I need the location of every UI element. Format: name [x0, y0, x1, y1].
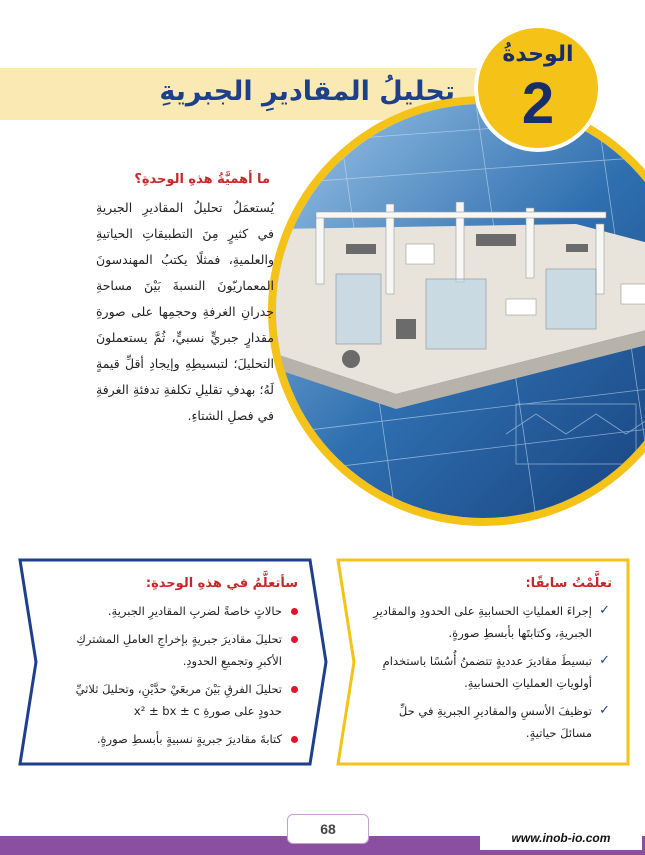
- unit-title: تحليلُ المقاديرِ الجبريةِ: [159, 76, 455, 107]
- importance-heading: ما أهميَّةُ هذهِ الوحدةِ؟: [134, 172, 270, 187]
- will-learn-list: [50, 600, 300, 756]
- check-icon: ✓: [599, 603, 610, 618]
- check-icon: ✓: [599, 653, 610, 668]
- learned-list: [366, 600, 610, 750]
- floorplan-illustration: [276, 104, 645, 518]
- list-item: تحليلَ الفرقِ بَيْنَ مربعَيْ حدَّيْنِ، وتحليلَ ثلاثيِّ حدودٍ على صورةِ x² ± bx ± c: [50, 678, 300, 722]
- will-learn-panel: [18, 558, 328, 766]
- learned-heading: تعلَّمْتُ سابقًا:: [525, 576, 612, 591]
- bullet-icon: [291, 636, 298, 643]
- list-item: كتابةَ مقاديرَ جبريةٍ نسبيةٍ بأبسطِ صورةٍ.: [50, 728, 300, 750]
- list-item: تحليلَ مقاديرَ جبريةٍ بإخراجِ العاملِ المشتركِ الأكبرِ وتجميعِ الحدودِ.: [50, 628, 300, 672]
- learned-panel: [326, 558, 630, 766]
- bullet-icon: [291, 736, 298, 743]
- bullet-icon: [291, 608, 298, 615]
- page-number: 68: [287, 814, 369, 844]
- floorplan-photo: [268, 96, 645, 526]
- importance-text: يُستعمَلُ تحليلُ المقاديرِ الجبريةِ في كثيرٍ مِنَ التطبيقاتِ الحياتيةِ والعلميةِ، فمثلًا يكتبُ المهندسونَ المعماريّونَ النسبةَ بَيْنَ مساحةِ جدرانِ الغرفةِ وحجمِها على صورةِ مقدارٍ جبريٍّ نسبيٍّ، ثُمَّ يستعملونَ التحليلَ؛ لتبسيطِهِ وإيجادِ أقلِّ قيمةٍ لَهُ؛ بهدفِ تقليلِ تكلفةِ تدفئةِ الغرفةِ في فصلِ الشتاءِ.: [96, 200, 274, 423]
- list-item: ✓ تبسيطَ مقاديرَ عدديةٍ تتضمنُ أُسُسًا باستخدامِ أولوياتِ العملياتِ الحسابيةِ.: [366, 650, 610, 694]
- check-icon: ✓: [599, 703, 610, 718]
- website-link[interactable]: www.inob-io.com: [480, 826, 642, 850]
- bullet-icon: [291, 686, 298, 693]
- will-learn-heading: سأتعلَّمُ في هذهِ الوحدةِ:: [145, 576, 298, 591]
- unit-label: الوحدةُ: [502, 42, 574, 67]
- list-item: حالاتٍ خاصةً لضربِ المقاديرِ الجبريةِ.: [50, 600, 300, 622]
- unit-number: 2: [521, 71, 555, 136]
- list-item: ✓ إجراءَ العملياتِ الحسابيةِ على الحدودِ والمقاديرِ الجبريةِ، وكتابتَها بأبسطِ صورةٍ.: [366, 600, 610, 644]
- list-item: ✓ توظيفَ الأسسِ والمقاديرِ الجبريةِ في حلِّ مسائلَ حياتيةٍ.: [366, 700, 610, 744]
